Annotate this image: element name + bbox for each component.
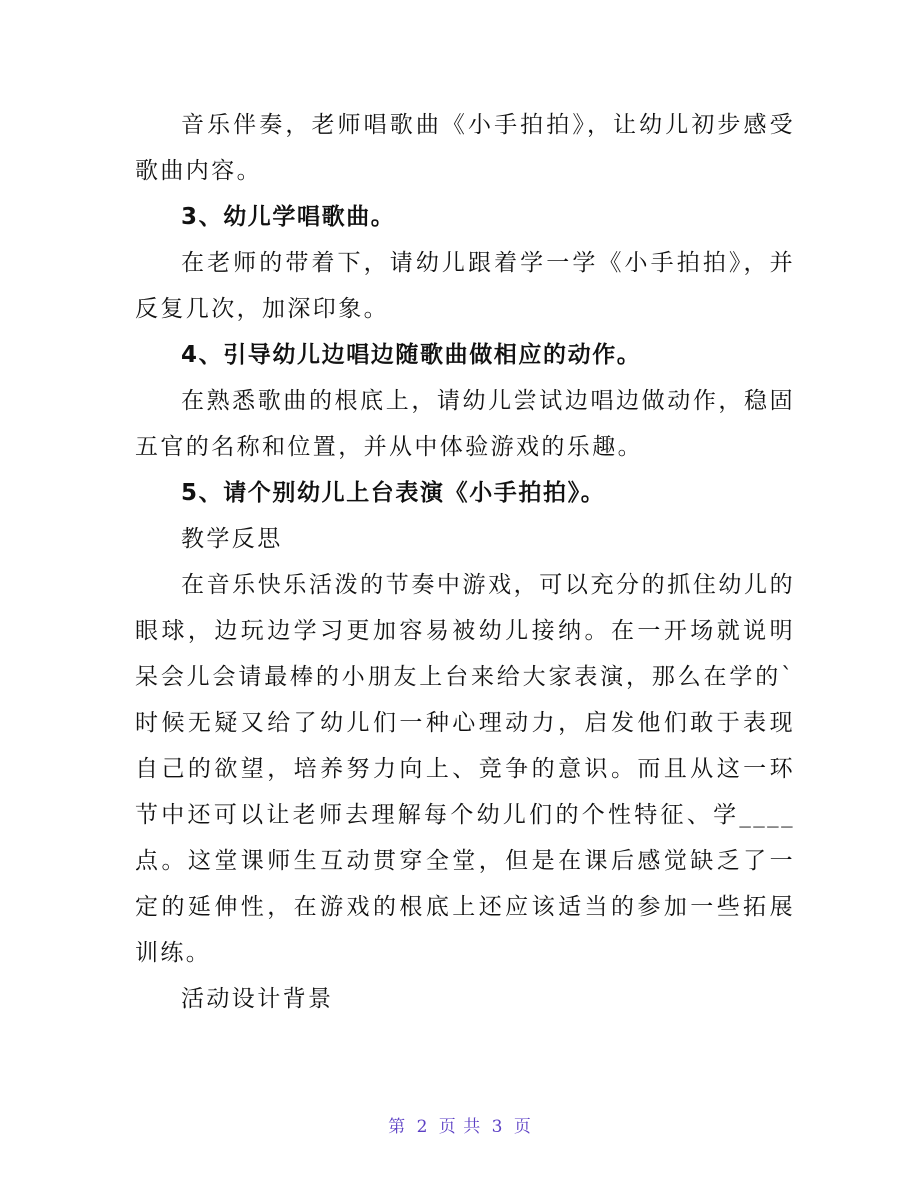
section-title-reflection: 教学反思 — [181, 526, 283, 552]
footer-middle: 页 共 — [438, 1117, 482, 1137]
section-title-background: 活动设计背景 — [181, 986, 334, 1012]
footer-suffix: 页 — [513, 1117, 532, 1137]
heading-step-3: 3、幼儿学唱歌曲。 — [181, 204, 396, 230]
paragraph-reflection: 在音乐快乐活泼的节奏中游戏，可以充分的抓住幼儿的眼球，边玩边学习更加容易被幼儿接纳。在一开场就说明呆会儿会请最棒的小朋友上台来给大家表演，那么在学的`时候无疑又给了幼儿们一种心理动力，启发他们敢于表现自己的欲望，培养努力向上、竞争的意识。而且从这一环节中还可以让老师去理解每个幼儿们的个性特征、学____点。这堂课师生互动贯穿全堂，但是在课后感觉缺乏了一定的延伸性，在游戏的根底上还应该适当的参加一些拓展训练。 — [135, 572, 795, 966]
heading-step-5: 5、请个别幼儿上台表演《小手拍拍》。 — [181, 480, 606, 506]
document-body — [135, 102, 795, 1022]
paragraph-learn-song: 在老师的带着下，请幼儿跟着学一学《小手拍拍》，并反复几次，加深印象。 — [135, 250, 795, 322]
page-footer — [0, 1112, 920, 1137]
paragraph-music-accompaniment: 音乐伴奏，老师唱歌曲《小手拍拍》，让幼儿初步感受歌曲内容。 — [135, 112, 795, 184]
footer-prefix: 第 — [388, 1117, 407, 1137]
paragraph-actions: 在熟悉歌曲的根底上，请幼儿尝试边唱边做动作，稳固五官的名称和位置，并从中体验游戏的乐趣。 — [135, 388, 795, 460]
heading-step-4: 4、引导幼儿边唱边随歌曲做相应的动作。 — [181, 342, 642, 368]
footer-page-number: 2 — [416, 1117, 429, 1137]
footer-total-pages: 3 — [491, 1117, 504, 1137]
